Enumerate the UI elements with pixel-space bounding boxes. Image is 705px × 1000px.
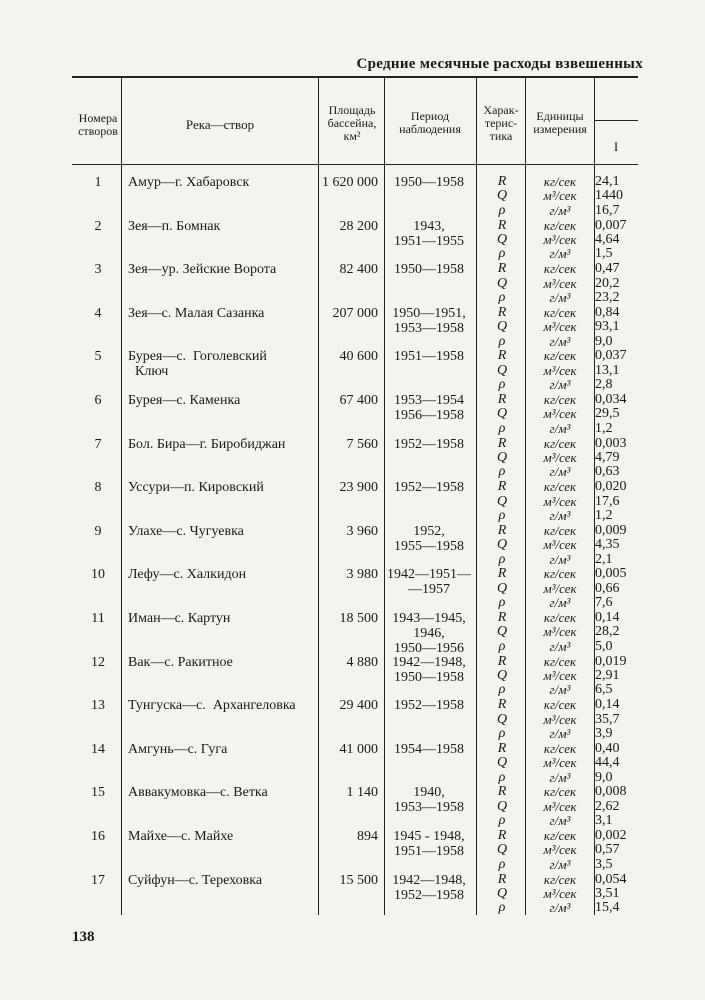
month-value: 6,5 (595, 682, 613, 698)
characteristic-symbol: R (497, 217, 507, 233)
top-rule (72, 76, 638, 78)
unit-label: г/м³ (549, 769, 571, 785)
month-value: 0,84 (595, 304, 620, 320)
month-value: 2,91 (595, 668, 620, 683)
characteristic-symbol: R (497, 610, 507, 625)
basin-area: 207 000 (332, 305, 378, 321)
col-divider (476, 77, 477, 915)
characteristic-symbol: ρ (498, 333, 506, 349)
header-units: Единицы измерения (533, 109, 587, 136)
month-value: 0,009 (595, 522, 627, 538)
unit-label: г/м³ (549, 333, 571, 349)
basin-area: 41 000 (339, 741, 378, 757)
observation-period: 1952—1958 (394, 436, 464, 452)
row-number: 2 (94, 218, 102, 234)
characteristic-symbol: R (497, 828, 507, 843)
col-divider (525, 77, 526, 915)
unit-label: кг/сек (543, 304, 577, 320)
row-number: 9 (94, 523, 102, 539)
month-value: 5,0 (595, 638, 613, 654)
month-value: 44,4 (595, 755, 620, 771)
month-value: 1,2 (595, 420, 613, 436)
observation-period: 1943—1945, 1946, 1950—1956 (392, 611, 466, 656)
basin-area: 23 900 (339, 480, 378, 496)
characteristic-symbol: R (497, 261, 507, 277)
characteristic-symbol: ρ (498, 682, 506, 698)
characteristic-symbol: Q (496, 711, 508, 727)
month-value: 4,64 (595, 232, 620, 247)
page-number: 138 (72, 929, 95, 945)
observation-period: 1952—1958 (394, 480, 464, 496)
col-divider (121, 77, 122, 915)
river-station: Уссури—п. Кировский (128, 480, 264, 496)
unit-label: кг/сек (543, 174, 577, 189)
page-title: Средние месячные расходы взвешенных (356, 56, 643, 72)
month-value: 0,47 (595, 261, 620, 277)
river-station: Вак—с. Ракитное (128, 654, 233, 670)
row-number: 8 (94, 480, 102, 496)
basin-area: 7 560 (346, 436, 378, 452)
characteristic-symbol: Q (496, 493, 508, 509)
month-value: 20,2 (595, 275, 620, 291)
river-station: Бол. Бира—г. Биробиджан (128, 436, 286, 452)
unit-label: г/м³ (549, 900, 571, 916)
characteristic-symbol: Q (496, 580, 508, 596)
unit-label: кг/сек (543, 217, 577, 233)
month-value: 4,79 (595, 450, 620, 465)
unit-label: г/м³ (549, 595, 571, 611)
observation-period: 1950—1951, 1953—1958 (392, 305, 466, 336)
characteristic-symbol: Q (496, 319, 508, 335)
unit-label: г/м³ (549, 682, 571, 698)
units-subrule (594, 120, 638, 121)
header-period: Период наблюдения (399, 109, 461, 136)
month-value: 1,2 (595, 508, 613, 523)
characteristic-symbol: Q (496, 232, 508, 247)
basin-area: 3 980 (346, 567, 378, 583)
characteristic-symbol: R (497, 740, 507, 756)
month-value: 24,1 (595, 174, 620, 189)
characteristic-symbol: R (497, 435, 507, 451)
row-number: 11 (91, 611, 105, 626)
row-number: 10 (91, 567, 105, 583)
unit-label: кг/сек (543, 522, 577, 538)
unit-label: м³/сек (543, 275, 577, 291)
observation-period: 1942—1951— —1957 (387, 567, 471, 598)
observation-period: 1953—1954 1956—1958 (394, 393, 464, 423)
header-char: Харак- терис- тика (483, 103, 519, 143)
month-value: 3,51 (595, 886, 620, 901)
month-value: 3,9 (595, 726, 613, 741)
row-number: 6 (94, 393, 102, 408)
month-value: 0,037 (595, 348, 627, 364)
basin-area: 28 200 (339, 218, 378, 234)
characteristic-symbol: ρ (498, 551, 506, 567)
month-value: 0,57 (595, 842, 620, 858)
unit-label: г/м³ (549, 856, 571, 872)
unit-label: м³/сек (543, 798, 577, 814)
unit-label: г/м³ (549, 290, 571, 305)
month-value: 13,1 (595, 362, 620, 378)
unit-label: м³/сек (543, 537, 577, 553)
basin-area: 15 500 (339, 872, 378, 888)
month-value: 28,2 (595, 624, 620, 640)
characteristic-symbol: R (497, 348, 507, 364)
river-station: Бурея—с. Гоголевский Ключ (128, 349, 267, 380)
row-number: 1 (94, 175, 102, 190)
characteristic-symbol: ρ (498, 900, 506, 916)
unit-label: м³/сек (543, 886, 577, 901)
characteristic-symbol: ρ (498, 420, 506, 436)
observation-period: 1952—1958 (394, 698, 464, 714)
characteristic-symbol: ρ (498, 508, 506, 523)
month-value: 0,005 (595, 566, 627, 582)
row-number: 13 (91, 698, 105, 714)
basin-area: 1 620 000 (322, 175, 378, 190)
unit-label: кг/сек (543, 871, 577, 887)
month-value: 0,14 (595, 697, 620, 713)
month-value: 0,40 (595, 740, 620, 756)
unit-label: м³/сек (543, 406, 577, 422)
month-value: 0,003 (595, 435, 627, 451)
river-station: Аввакумовка—с. Ветка (128, 785, 268, 801)
unit-label: м³/сек (543, 624, 577, 640)
characteristic-symbol: Q (496, 406, 508, 422)
characteristic-symbol: Q (496, 537, 508, 553)
basin-area: 40 600 (339, 349, 378, 365)
characteristic-symbol: R (497, 871, 507, 887)
characteristic-symbol: R (497, 784, 507, 800)
month-value: 7,6 (595, 595, 613, 611)
month-value: 0,019 (595, 653, 627, 669)
row-number: 7 (94, 436, 102, 452)
month-value: 29,5 (595, 406, 620, 422)
header-month-1: I (613, 139, 619, 154)
month-value: 0,002 (595, 828, 627, 843)
observation-period: 1950—1958 (394, 175, 464, 190)
unit-label: кг/сек (543, 261, 577, 277)
unit-label: м³/сек (543, 668, 577, 683)
characteristic-symbol: Q (496, 755, 508, 771)
header-river: Река—створ (185, 117, 255, 132)
characteristic-symbol: R (497, 479, 507, 495)
observation-period: 1945 - 1948, 1951—1958 (393, 829, 465, 859)
characteristic-symbol: ρ (498, 813, 506, 829)
river-station: Суйфун—с. Тереховка (128, 872, 263, 888)
unit-label: г/м³ (549, 464, 571, 480)
observation-period: 1950—1958 (394, 262, 464, 278)
month-value: 4,35 (595, 537, 620, 553)
month-value: 0,034 (595, 392, 627, 407)
header-num: Номера створов (78, 111, 118, 138)
observation-period: 1942—1948, 1952—1958 (392, 872, 466, 903)
observation-period: 1954—1958 (394, 741, 464, 757)
characteristic-symbol: Q (496, 842, 508, 858)
characteristic-symbol: R (497, 522, 507, 538)
month-value: 0,007 (595, 217, 627, 233)
row-number: 3 (94, 262, 102, 278)
characteristic-symbol: Q (496, 450, 508, 465)
river-station: Зея—с. Малая Сазанка (128, 305, 265, 321)
month-value: 9,0 (595, 769, 613, 785)
river-station: Улахе—с. Чугуевка (128, 523, 244, 539)
month-value: 9,0 (595, 333, 613, 349)
basin-area: 894 (357, 829, 378, 844)
header-area: Площадь бассейна, км² (327, 103, 377, 143)
month-value: 16,7 (595, 202, 620, 218)
unit-label: м³/сек (543, 188, 577, 204)
month-value: 0,054 (595, 871, 627, 887)
unit-label: м³/сек (543, 319, 577, 335)
river-station: Бурея—с. Каменка (128, 393, 241, 408)
unit-label: г/м³ (549, 551, 571, 567)
characteristic-symbol: R (497, 566, 507, 582)
observation-period: 1943, 1951—1955 (394, 218, 464, 249)
river-station: Амур—г. Хабаровск (128, 175, 250, 190)
month-value: 0,008 (595, 784, 627, 800)
unit-label: кг/сек (543, 697, 577, 713)
month-value: 17,6 (595, 493, 620, 509)
unit-label: г/м³ (549, 508, 571, 523)
basin-area: 67 400 (339, 393, 378, 408)
unit-label: кг/сек (543, 348, 577, 364)
month-value: 93,1 (595, 319, 620, 335)
month-value: 0,14 (595, 610, 620, 625)
characteristic-symbol: ρ (498, 595, 506, 611)
characteristic-symbol: Q (496, 886, 508, 901)
unit-label: г/м³ (549, 638, 571, 654)
observation-period: 1942—1948, 1950—1958 (392, 654, 466, 685)
river-station: Лефу—с. Халкидон (128, 567, 247, 583)
basin-area: 82 400 (339, 262, 378, 278)
characteristic-symbol: ρ (498, 856, 506, 872)
characteristic-symbol: R (497, 174, 507, 189)
river-station: Зея—ур. Зейские Ворота (128, 262, 277, 278)
observation-period: 1952, 1955—1958 (394, 523, 464, 554)
month-value: 0,66 (595, 580, 620, 596)
unit-label: г/м³ (549, 246, 571, 262)
river-station: Иман—с. Картун (128, 611, 231, 626)
characteristic-symbol: Q (496, 188, 508, 204)
unit-label: кг/сек (543, 479, 577, 495)
month-value: 35,7 (595, 711, 620, 727)
characteristic-symbol: ρ (498, 464, 506, 480)
basin-area: 1 140 (346, 785, 378, 801)
row-number: 15 (91, 785, 105, 801)
characteristic-symbol: ρ (498, 202, 506, 218)
row-number: 12 (91, 654, 105, 670)
unit-label: кг/сек (543, 392, 577, 407)
characteristic-symbol: R (497, 392, 507, 407)
river-station: Майхе—с. Майхе (128, 829, 234, 844)
characteristic-symbol: ρ (498, 726, 506, 741)
unit-label: кг/сек (543, 566, 577, 582)
characteristic-symbol: Q (496, 362, 508, 378)
unit-label: кг/сек (543, 610, 577, 625)
row-number: 5 (94, 349, 102, 365)
characteristic-symbol: Q (496, 624, 508, 640)
observation-period: 1951—1958 (394, 349, 464, 365)
month-value: 3,1 (595, 813, 613, 829)
characteristic-symbol: R (497, 653, 507, 669)
month-value: 23,2 (595, 290, 620, 305)
unit-label: м³/сек (543, 232, 577, 247)
row-number: 14 (91, 741, 105, 757)
basin-area: 29 400 (339, 698, 378, 714)
characteristic-symbol: Q (496, 275, 508, 291)
river-station: Амгунь—с. Гуга (128, 741, 228, 757)
characteristic-symbol: Q (496, 798, 508, 814)
unit-label: кг/сек (543, 784, 577, 800)
river-station: Зея—п. Бомнак (128, 218, 221, 234)
characteristic-symbol: ρ (498, 290, 506, 305)
basin-area: 4 880 (346, 654, 378, 670)
month-value: 15,4 (595, 900, 620, 916)
basin-area: 18 500 (339, 611, 378, 626)
unit-label: м³/сек (543, 755, 577, 771)
month-value: 2,8 (595, 377, 613, 393)
unit-label: г/м³ (549, 202, 571, 218)
month-value: 0,020 (595, 479, 627, 495)
basin-area: 3 960 (346, 523, 378, 539)
month-value: 3,5 (595, 856, 613, 872)
unit-label: м³/сек (543, 711, 577, 727)
unit-label: кг/сек (543, 653, 577, 669)
month-value: 1440 (595, 188, 623, 204)
row-number: 16 (91, 829, 105, 844)
observation-period: 1940, 1953—1958 (394, 785, 464, 816)
characteristic-symbol: R (497, 304, 507, 320)
unit-label: кг/сек (543, 435, 577, 451)
row-number: 4 (94, 305, 102, 321)
month-value: 1,5 (595, 246, 613, 262)
unit-label: г/м³ (549, 420, 571, 436)
unit-label: м³/сек (543, 450, 577, 465)
month-value: 2,1 (595, 551, 613, 567)
month-value: 2,62 (595, 798, 620, 814)
unit-label: г/м³ (549, 377, 571, 393)
unit-label: г/м³ (549, 726, 571, 741)
characteristic-symbol: ρ (498, 769, 506, 785)
characteristic-symbol: ρ (498, 246, 506, 262)
unit-label: м³/сек (543, 493, 577, 509)
characteristic-symbol: Q (496, 668, 508, 683)
unit-label: м³/сек (543, 580, 577, 596)
unit-label: г/м³ (549, 813, 571, 829)
unit-label: кг/сек (543, 740, 577, 756)
characteristic-symbol: ρ (498, 638, 506, 654)
unit-label: м³/сек (543, 842, 577, 858)
characteristic-symbol: ρ (498, 377, 506, 393)
unit-label: кг/сек (543, 828, 577, 843)
characteristic-symbol: R (497, 697, 507, 713)
unit-label: м³/сек (543, 362, 577, 378)
month-value: 0,63 (595, 464, 620, 480)
header-bottom-rule (72, 164, 638, 165)
river-station: Тунгуска—с. Архангеловка (128, 698, 296, 714)
row-number: 17 (91, 872, 105, 888)
